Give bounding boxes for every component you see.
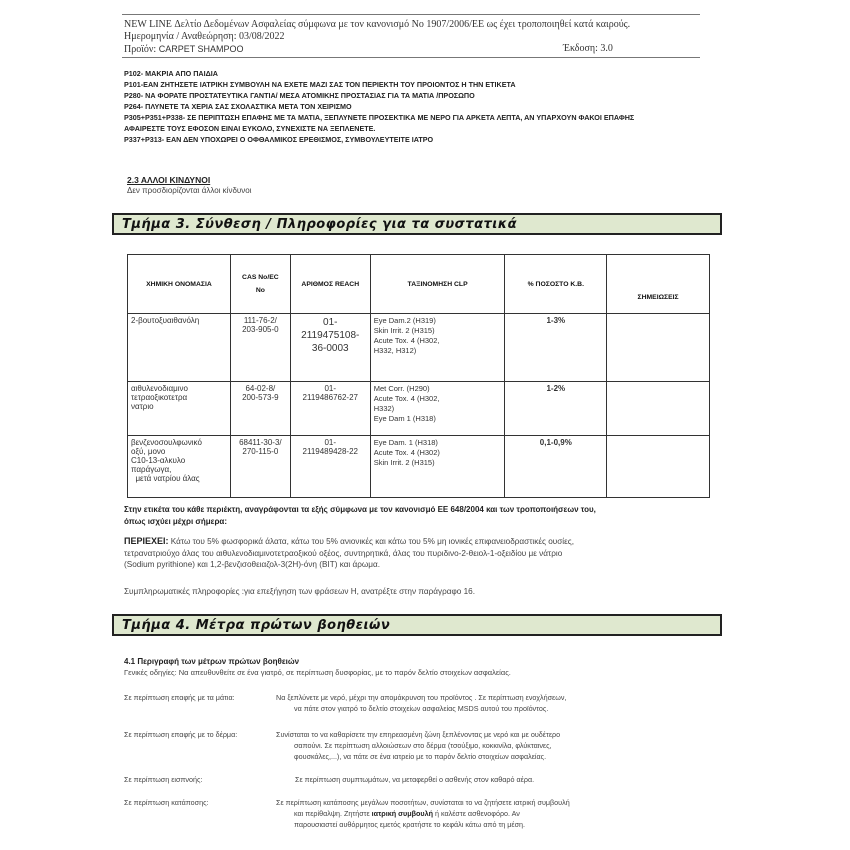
cell-line: Acute Tox. 4 (H302, <box>373 336 440 345</box>
table-header-row <box>128 255 710 314</box>
cell-name <box>128 436 231 498</box>
section4-subtitle: 4.1 Περιγραφή των μέτρων πρώτων βοηθειών <box>124 657 300 666</box>
first-aid-label-eyes: Σε περίπτωση επαφής με τα μάτια: <box>124 693 235 702</box>
cell-clp <box>370 436 505 498</box>
cell-notes <box>607 436 710 498</box>
section3-banner <box>112 213 722 235</box>
header-title: NEW LINE Δελτίο Δεδομένων Ασφαλείας σύμφωνα με τον κανονισμό Νο 1907/2006/ΕΕ ως έχει τροποποιηθεί κατά καιρούς. <box>124 19 631 30</box>
first-aid-label-ingestion: Σε περίπτωση κατάποσης: <box>124 798 209 807</box>
header-top-rule <box>122 14 700 15</box>
cell-line: Acute Tox. 4 (H302, <box>373 394 440 403</box>
precaution-item: P101-ΕΑΝ ΖΗΤΗΣΕΤΕ ΙΑΤΡΙΚΗ ΣΥΜΒΟΥΛΗ ΝΑ ΕΧΕΤΕ ΜΑΖΙ ΣΑΣ ΤΟΝ ΠΕΡΙΕΚΤΗ ΤΟΥ ΠΡΟΙΟΝΤΟΣ Η ΤΗΝ ΕΤΙΚΕΤΑ <box>124 80 516 89</box>
contains-text-1: Κάτω του 5% φωσφορικά άλατα, κάτω του 5% ανιονικές και κάτω του 5% μη ιονικές επιφανειοδραστικές ουσίες, <box>168 537 574 546</box>
cell-line: βενζενοσουλφωνικό <box>131 438 202 447</box>
section4-banner <box>112 614 722 636</box>
precaution-item: P264- ΠΛΥΝΕΤΕ ΤΑ ΧΕΡΙΑ ΣΑΣ ΣΧΟΛΑΣΤΙΚΑ ΜΕΤΑ ΤΟΝ ΧΕΙΡΙΣΜΟ <box>124 102 352 111</box>
cell-line: H332) <box>373 404 395 413</box>
cell-cas <box>230 314 290 382</box>
cell-line: οξύ, μονο <box>131 447 166 456</box>
table-row <box>128 436 710 498</box>
cell-reach <box>290 382 370 436</box>
first-aid-line: σαπούνι. Σε περίπτωση αλλοιώσεων στο δέρμα (τσούξιμο, κοκκινίλα, φλύκταινες, <box>294 741 552 750</box>
first-aid-text-ingestion <box>276 797 706 830</box>
cell-line: Acute Tox. 4 (H302) <box>373 448 440 457</box>
col-header-reach: ΑΡΙΘΜΟΣ REACH <box>290 255 370 314</box>
cell-line: 01- <box>324 438 337 447</box>
col-header-cas-line2: No <box>255 287 265 294</box>
precaution-item: P305+P351+P338- ΣΕ ΠΕΡΙΠΤΩΣΗ ΕΠΑΦΗΣ ΜΕ ΤΑ ΜΑΤΙΑ, ΞΕΠΛΥΝΕΤΕ ΠΡΟΣΕΚΤΙΚΑ ΜΕ ΝΕΡΟ ΓΙΑ ΑΡΚΕΤΑ ΛΕΠΤΑ, ΑΝ ΥΠΑΡΧΟΥΝ ΦΑΚΟΙ ΕΠΑΦΗΣ <box>124 113 635 122</box>
first-aid-text-eyes <box>276 692 706 714</box>
cell-line: Skin Irrit. 2 (H315) <box>373 458 435 467</box>
first-aid-label-inhalation: Σε περίπτωση εισπνοής: <box>124 775 203 784</box>
label-note <box>124 504 724 528</box>
header-bottom-rule <box>122 57 700 58</box>
contains-block <box>124 536 734 571</box>
precautions-list <box>124 68 634 145</box>
first-aid-line: Σε περίπτωση κατάποσης μεγάλων ποσοτήτων, συνίσταται το να ζητήσετε ιατρική συμβουλή <box>276 798 570 807</box>
first-aid-line-part: ή καλέστε ασθενοφόρο. Αν <box>432 809 520 818</box>
first-aid-line: Να ξεπλύνετε με νερό, μέχρι την απομάκρυνση του προϊόντος . Σε περίπτωση ενοχλήσεων, <box>276 693 567 702</box>
cell-line: αιθυλενοδιαμινο <box>131 384 188 393</box>
col-header-notes: ΣΗΜΕΙΩΣΕΙΣ <box>607 255 710 314</box>
product-label: Προϊόν: <box>124 44 157 55</box>
cell-percent: 1-2% <box>505 382 607 436</box>
cell-reach <box>290 314 370 382</box>
cell-name <box>128 382 231 436</box>
cell-line: 2119489428-22 <box>302 447 358 456</box>
cell-line: 36-0003 <box>311 343 349 354</box>
cell-line: 2-βουτοξυαιθανόλη <box>131 316 200 325</box>
cell-line: 270-115-0 <box>242 447 279 456</box>
section3-title: Τμήμα 3. Σύνθεση / Πληροφορίες για τα συστατικά <box>122 217 518 232</box>
first-aid-line-part: και περίθαλψη. Ζητήστε <box>294 809 372 818</box>
cell-line: 64-02-8/ <box>245 384 276 393</box>
col-header-clp: ΤΑΞΙΝΟΜΗΣΗ CLP <box>370 255 505 314</box>
cell-line: παράγωγα, <box>131 465 172 474</box>
first-aid-label-skin: Σε περίπτωση επαφής με το δέρμα: <box>124 730 238 739</box>
first-aid-line <box>276 808 706 819</box>
cell-line: Met Corr. (H290) <box>373 384 430 393</box>
cell-line: 111-76-2/ <box>243 316 277 325</box>
section4-title: Τμήμα 4. Μέτρα πρώτων βοηθειών <box>122 618 391 633</box>
cell-line: Skin Irrit. 2 (H315) <box>373 326 435 335</box>
cell-line: 200-573-9 <box>242 393 279 402</box>
contains-text-3: (Sodium pyrithione) και 1,2-βενζισοθειαζολ-3(2Η)-όνη (ΒΙΤ) και άρωμα. <box>124 560 381 569</box>
first-aid-line: Σε περίπτωση συμπτωμάτων, να μεταφερθεί ο ασθενής στον καθαρό αέρα. <box>295 775 535 784</box>
precaution-item: P337+P313- ΕΑΝ ΔΕΝ ΥΠΟΧΩΡΕΙ Ο ΟΦΘΑΛΜΙΚΟΣ ΕΡΕΘΙΣΜΟΣ, ΣΥΜΒΟΥΛΕΥΤΕΙΤΕ ΙΑΤΡΟ <box>124 135 434 144</box>
cell-line: 2119475108- <box>301 330 360 341</box>
other-hazards-text: Δεν προσδιορίζονται άλλοι κίνδυνοι <box>127 186 252 195</box>
label-note-line2: όπως ισχύει μέχρι σήμερα: <box>124 517 227 526</box>
first-aid-line: να πάτε στον γιατρό το δελτίο στοιχείων ασφαλείας MSDS αυτού του προϊόντος. <box>294 704 549 713</box>
first-aid-line: Συνίσταται το να καθαρίσετε την επηρεασμένη ζώνη ξεπλένοντας με νερό και με ουδέτερο <box>276 730 561 739</box>
first-aid-line-bold: ιατρική συμβουλή <box>371 809 433 818</box>
cell-line: 2119486762-27 <box>302 393 358 402</box>
table-row <box>128 314 710 382</box>
cell-line: C10-13-αλκυλο <box>131 456 186 465</box>
cell-percent: 1-3% <box>505 314 607 382</box>
cell-line: τετραοξικοτετρα <box>131 393 188 402</box>
cell-line: 01- <box>324 384 337 393</box>
first-aid-line: παρουσιαστεί αυθόρμητος εμετός κρατήστε το κεφάλι κάτω από τη μέση. <box>294 820 526 829</box>
precaution-item: P280- ΝΑ ΦΟΡΑΤΕ ΠΡΟΣΤΑΤΕΥΤΙΚΑ ΓΑΝΤΙΑ/ ΜΕΣΑ ΑΤΟΜΙΚΗΣ ΠΡΟΣΤΑΣΙΑΣ ΓΙΑ ΤΑ ΜΑΤΙΑ /ΠΡΟΣΩΠΟ <box>124 91 475 100</box>
header-revision: Ημερομηνία / Αναθεώρηση: 03/08/2022 <box>124 31 285 42</box>
section4-general: Γενικές οδηγίες: Να απευθυνθείτε σε ένα γιατρό, σε περίπτωση δυσφορίας, με το παρόν δελτίο στοιχείων ασφαλείας. <box>124 668 511 677</box>
cell-line: Eye Dam 1 (H318) <box>373 414 436 423</box>
cell-line: μετά νατρίου άλας <box>131 474 200 483</box>
header-version: Έκδοση: 3.0 <box>563 43 613 54</box>
cell-notes <box>607 314 710 382</box>
cell-line: νατριο <box>131 402 154 411</box>
table-row <box>128 382 710 436</box>
label-note-line1: Στην ετικέτα του κάθε περιέκτη, αναγράφονται τα εξής σύμφωνα με τον κανονισμό ΕΕ 648/2004 και των τροποποιήσεων του, <box>124 505 596 514</box>
first-aid-text-inhalation <box>295 774 725 785</box>
cell-line: H332, H312) <box>373 346 417 355</box>
col-header-cas-line1: CAS No/EC <box>242 274 279 281</box>
precaution-item: ΑΦΑΙΡΕΣΤΕ ΤΟΥΣ ΕΦΟΣΟΝ ΕΙΝΑΙ ΕΥΚΟΛΟ, ΣΥΝΕΧΙΣΤΕ ΝΑ ΞΕΠΛΕΝΕΤΕ. <box>124 124 376 133</box>
cell-clp <box>370 382 505 436</box>
contains-label: ΠΕΡΙΕΧΕΙ: <box>124 536 169 546</box>
cell-line: 203-905-0 <box>242 325 279 334</box>
first-aid-line: φουσκάλες,...), να πάτε σε ένα ιατρείο με το παρόν δελτίο στοιχείων ασφαλείας. <box>294 752 547 761</box>
product-name: CARPET SHAMPOO <box>158 44 244 54</box>
supplementary-info: Συμπληρωματικές πληροφορίες :για επεξήγηση των φράσεων Η, ανατρέξτε στην παράγραφο 16. <box>124 587 475 596</box>
col-header-percent: % ΠΟΣΟΣΤΟ Κ.Β. <box>505 255 607 314</box>
col-header-cas <box>230 255 290 314</box>
cell-cas <box>230 436 290 498</box>
cell-percent: 0,1-0,9% <box>505 436 607 498</box>
cell-reach <box>290 436 370 498</box>
precaution-item: P102- ΜΑΚΡΙΑ ΑΠΟ ΠΑΙΔΙΑ <box>124 69 218 78</box>
cell-notes <box>607 382 710 436</box>
first-aid-text-skin <box>276 729 706 762</box>
other-hazards-title: 2.3 ΑΛΛΟΙ ΚΙΝΔΥΝΟΙ <box>127 175 211 185</box>
cell-line: 68411-30-3/ <box>239 438 282 447</box>
col-header-name: ΧΗΜΙΚΗ ΟΝΟΜΑΣΙΑ <box>128 255 231 314</box>
composition-table <box>127 254 710 498</box>
cell-line: 01- <box>323 317 338 328</box>
contains-text-2: τετρανατριούχο άλας του αιθυλενοδιαμινοτετραοξικού οξέος, συντηρητικά, άλας του πυριδινο-2-θειολ-1-οξειδίου με νάτριο <box>124 548 563 558</box>
cell-clp <box>370 314 505 382</box>
cell-line: Eye Dam.2 (H319) <box>373 316 436 325</box>
header-product <box>124 43 244 56</box>
cell-name <box>128 314 231 382</box>
cell-line: Eye Dam. 1 (H318) <box>373 438 438 447</box>
cell-cas <box>230 382 290 436</box>
